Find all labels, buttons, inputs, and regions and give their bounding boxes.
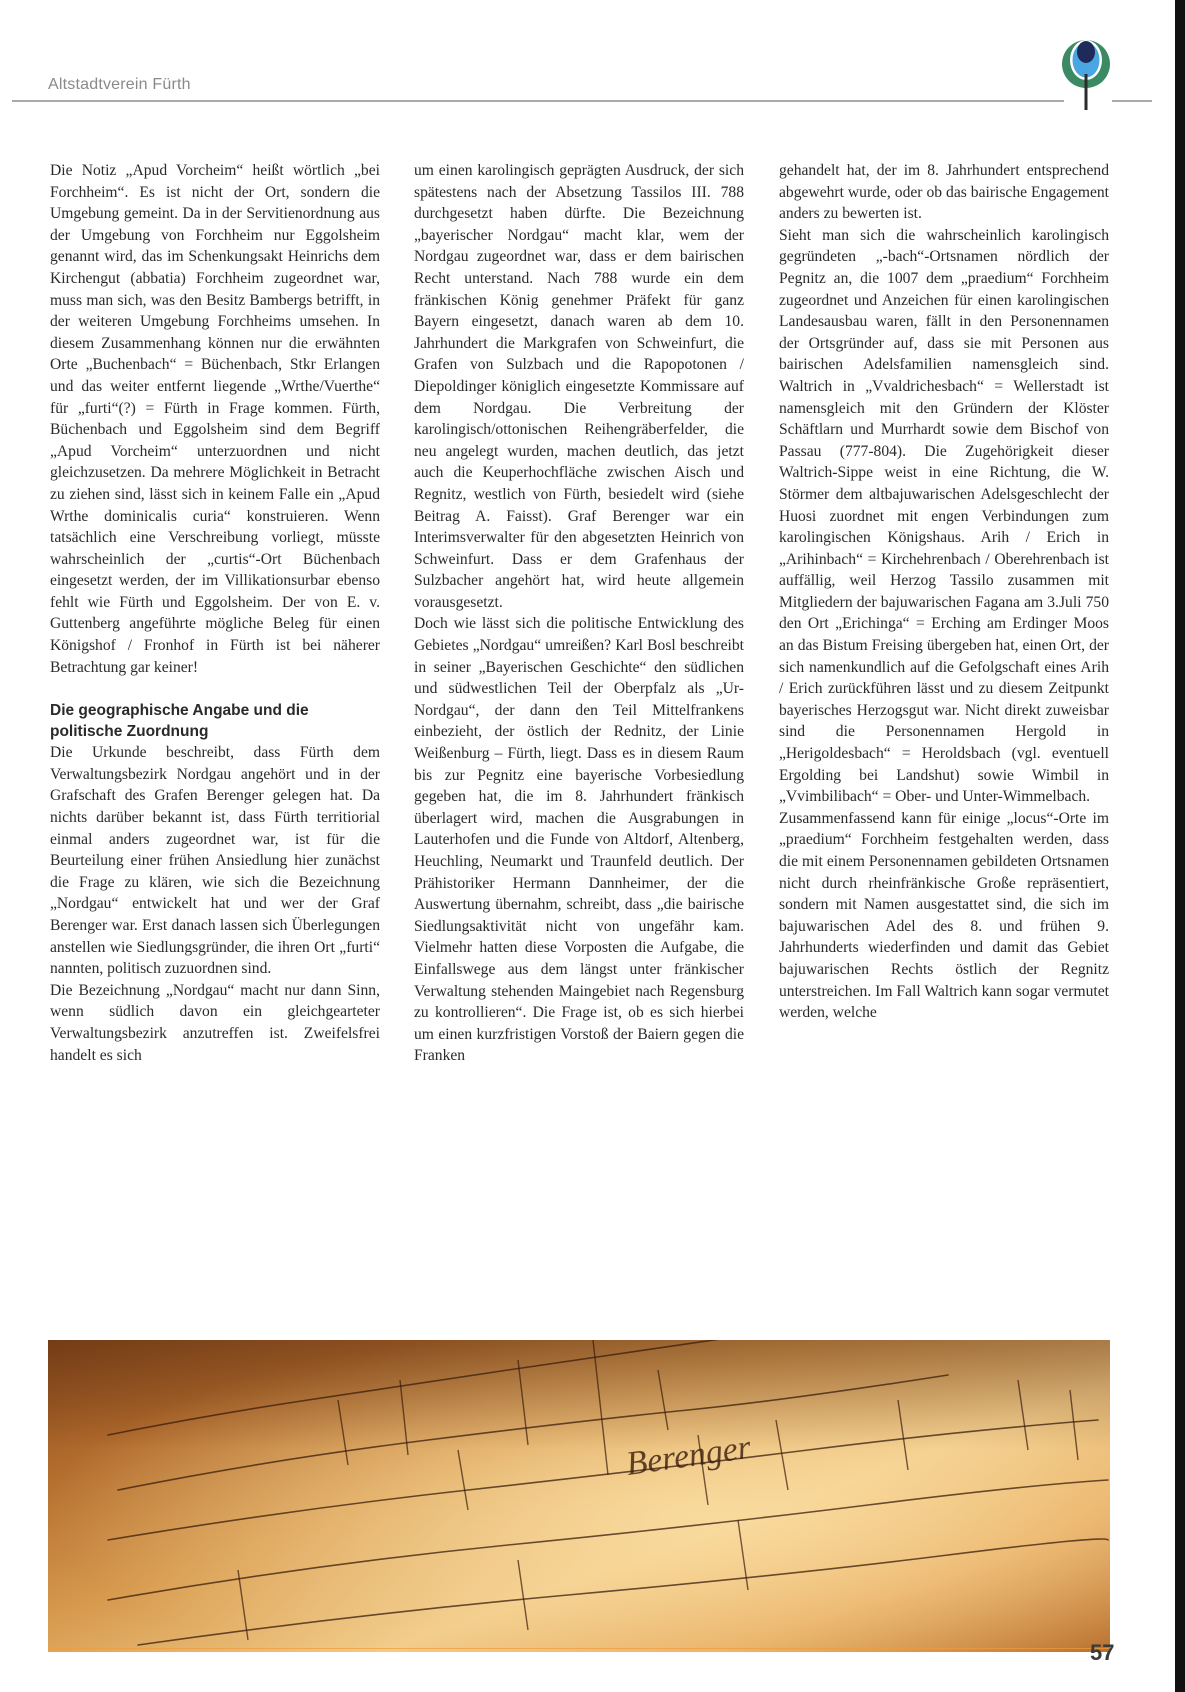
manuscript-word: Berenger	[623, 1428, 754, 1483]
header-divider	[12, 100, 1064, 102]
article-column-1	[50, 160, 380, 1066]
logo-navy-center	[1077, 41, 1095, 63]
paragraph: gehandelt hat, der im 8. Jahrhundert entsprechend abgewehrt wurde, oder ob das bairische Engagement anders zu bewerten ist.	[779, 162, 1109, 223]
paragraph: Doch wie lässt sich die politische Entwicklung des Gebietes „Nordgau“ umreißen? Karl Bosl beschreibt in seiner „Bayerischen Geschichte“ den südlichen und südwestlichen Teil der Oberpfalz als „Ur-Nordgau“, der dann den Teil Mittelfrankens einbezieht, der östlich der Rednitz, der Linie Weißenburg – Fürth, liegt. Dass es in diesem Raum bis zur Pegnitz eine bayerische Vorbesiedlung gegeben hat, die im 8. Jahrhundert fränkisch überlagert wird, machen die Ausgrabungen in Lauterhofen und die Funde von Altdorf, Altenberg, Heuchling, Neumarkt und Traunfeld deutlich. Der Prähistoriker Hermann Dannheimer, der die Auswertung übernahm, schreibt, dass „die bairische Siedlungsaktivität nicht von ungefähr kam. Vielmehr hatten diese Vorposten die Aufgabe, die Einfallswege aus dem längst unter fränkischer Verwaltung stehenden Maingebiet nach Regensburg zu kontrollieren“. Die Frage ist, ob es sich hierbei um einen kurzfristigen Vorstoß der Baiern gegen die Franken	[414, 615, 744, 1065]
paragraph: Die Notiz „Apud Vorcheim“ heißt wörtlich „bei Forchheim“. Es ist nicht der Ort, sondern die Umgebung gemeint. Da in der Servitienordnung aus der Umgebung von Forchheim nur Eggolsheim genannt wird, das im Schenkungsakt Heinrichs dem Kirchengut (abbatia) Forchheim zugeordnet war, muss man sich, was den Besitz Bambergs betrifft, in der weiteren Umgebung Forchheims umsehen. In diesem Zusammenhang können nur die erwähnten Orte „Buchenbach“ = Büchenbach, Stkr Erlangen und das weiter entfernt liegende „Wrthe/Vuerthe“ für „furti“(?) = Fürth in Frage kommen. Fürth, Büchenbach und Eggolsheim sind dem Begriff „Apud Vorcheim“ unterzuordnen und nicht gleichzusetzen. Da mehrere Möglichkeit in Betracht zu ziehen sind, lässt sich in keinem Falle ein „Apud Wrthe dominicalis curia“ konstruieren. Wenn tatsächlich eine Verschreibung vorliegt, müsste wahrscheinlich der „curtis“-Ort Büchenbach eingesetzt werden, der im Villikationsurbar ebenso fehlt wie Fürth und Eggolsheim. Der von E. v. Guttenberg angeführte mögliche Beleg für einen Königshof / Fronhof in Fürth ist bei näherer Betrachtung gar keiner!	[50, 162, 380, 676]
header-divider-right	[1112, 100, 1152, 102]
page-number: 57	[1090, 1640, 1115, 1665]
manuscript-script-strokes	[48, 1340, 1110, 1652]
logo-trunk	[1085, 74, 1088, 110]
paragraph: Sieht man sich die wahrscheinlich karolingisch gegründeten „-bach“-Ortsnamen nördlich der Pegnitz an, die 1007 dem „praedium“ Forchheim zugeordnet und Anzeichen für einen karolingischen Landesausbau waren, fällt in den Personennamen der Ortsgründer auf, dass sie mit Personen aus bairischen Adelsfamilien namensgleich sind. Waltrich in „Vvaldrichesbach“ = Wellerstadt ist namensgleich mit den Gründern der Klöster Schäftlarn und Murrhardt sowie dem Bischof von Passau (777-804). Die Zugehörigkeit dieser Waltrich-Sippe weist in eine Richtung, die W. Störmer dem altbajuwarischen Adelsgeschlecht der Huosi zuordnet mit engen Verbindungen zum karolingischen Königshaus. Arih / Erich in „Arihinbach“ = Kirchehrenbach / Oberehrenbach ist auffällig, weil Herzog Tassilo zusammen mit Mitgliedern der bajuwarischen Fagana am 3.Juli 750 den Ort „Erichinga“ = Erching am Erdinger Moos an das Bistum Freising übergeben hat, einen Ort, der sich namenkundlich auf die Gefolgschaft eines Arih / Erich zurückführen lässt und zu diesem Zeitpunkt bayerisches Herzogsgut war. Nicht direkt zuweisbar sind die Personennamen Hergold in „Herigoldesbach“ = Heroldsbach (vgl. eventuell Ergolding bei Landshut) sowie Wimbil in „Vvimbilibach“ = Ober- und Unter-Wimmelbach.	[779, 226, 1109, 806]
scan-edge	[1175, 0, 1185, 1692]
paragraph: um einen karolingisch geprägten Ausdruck, der sich spätestens nach der Absetzung Tassilos III. 788 durchgesetzt haben dürfte. Die Bezeichnung „bayerischer Nordgau“ macht klar, wem der Nordgau zugeordnet war, dass er dem bairischen Recht unterstand. Nach 788 wurde ein dem fränkischen König genehmer Präfekt für ganz Bayern eingesetzt, danach waren ab dem 10. Jahrhundert die Markgrafen von Schweinfurt, die Grafen von Sulzbach und die Rapopotonen / Diepoldinger königlich eingesetzte Kommissare auf dem Nordgau. Die Verbreitung der karolingisch/ottonischen Reihengräberfelder, die neu angelegt wurden, machen deutlich, das jetzt auch die Keuperhochfläche zwischen Aisch und Regnitz, westlich von Fürth, besiedelt wird (siehe Beitrag A. Faisst). Graf Berenger war ein Interimsverwalter für den abgesetzten Heinrich von Schweinfurt. Dass er dem Grafenhaus der Sulzbacher angehört hat, wird heute allgemein vorausgesetzt.	[414, 162, 744, 611]
photo-top-shade	[48, 1340, 1110, 1652]
altstadtverein-tree-logo-icon	[1058, 38, 1114, 110]
article-column-3	[779, 160, 1109, 1024]
paragraph: Die Urkunde beschreibt, dass Fürth dem Verwaltungsbezirk Nordgau angehört und in der Grafschaft des Grafen Berenger gelegen hat. Da nichts darüber bekannt ist, dass Fürth territiorial einmal anders zugeordnet war, ist für die Beurteilung einer frühen Ansiedlung hier zunächst die Frage zu klären, wie sich die Bezeichnung „Nordgau“ entwickelt hat und wer der Graf Berenger war. Erst danach lassen sich Überlegungen anstellen wie Siedlungsgründer, die ihren Ort „furti“ nannten, politisch zuzuordnen sind.	[50, 744, 380, 978]
manuscript-photo	[48, 1340, 1110, 1652]
publication-title: Altstadtverein Fürth	[48, 76, 191, 93]
paragraph: Zusammenfassend kann für einige „locus“-Orte im „praedium“ Forchheim festgehalten werden, dass die mit einem Personennamen gebildeten Ortsnamen nicht durch rheinfränkische Große repräsentiert, sondern mit Namen ausgestattet sind, die sich im bajuwarischen Adel des 8. und frühen 9. Jahrhunderts wiederfinden und damit das Gebiet bajuwarischen Rechts östlich der Regnitz unterstreichen. Im Fall Waltrich kann sogar vermutet werden, welche	[779, 809, 1109, 1022]
section-heading: Die geographische Angabe und die politische Zuordnung	[50, 702, 309, 741]
photo-bottom-rule	[48, 1648, 1110, 1649]
paragraph: Die Bezeichnung „Nordgau“ macht nur dann Sinn, wenn südlich davon ein gleichgearteter Verwaltungsbezirk anzutreffen ist. Zweifelsfrei handelt es sich	[50, 981, 380, 1064]
article-column-2	[414, 160, 744, 1067]
